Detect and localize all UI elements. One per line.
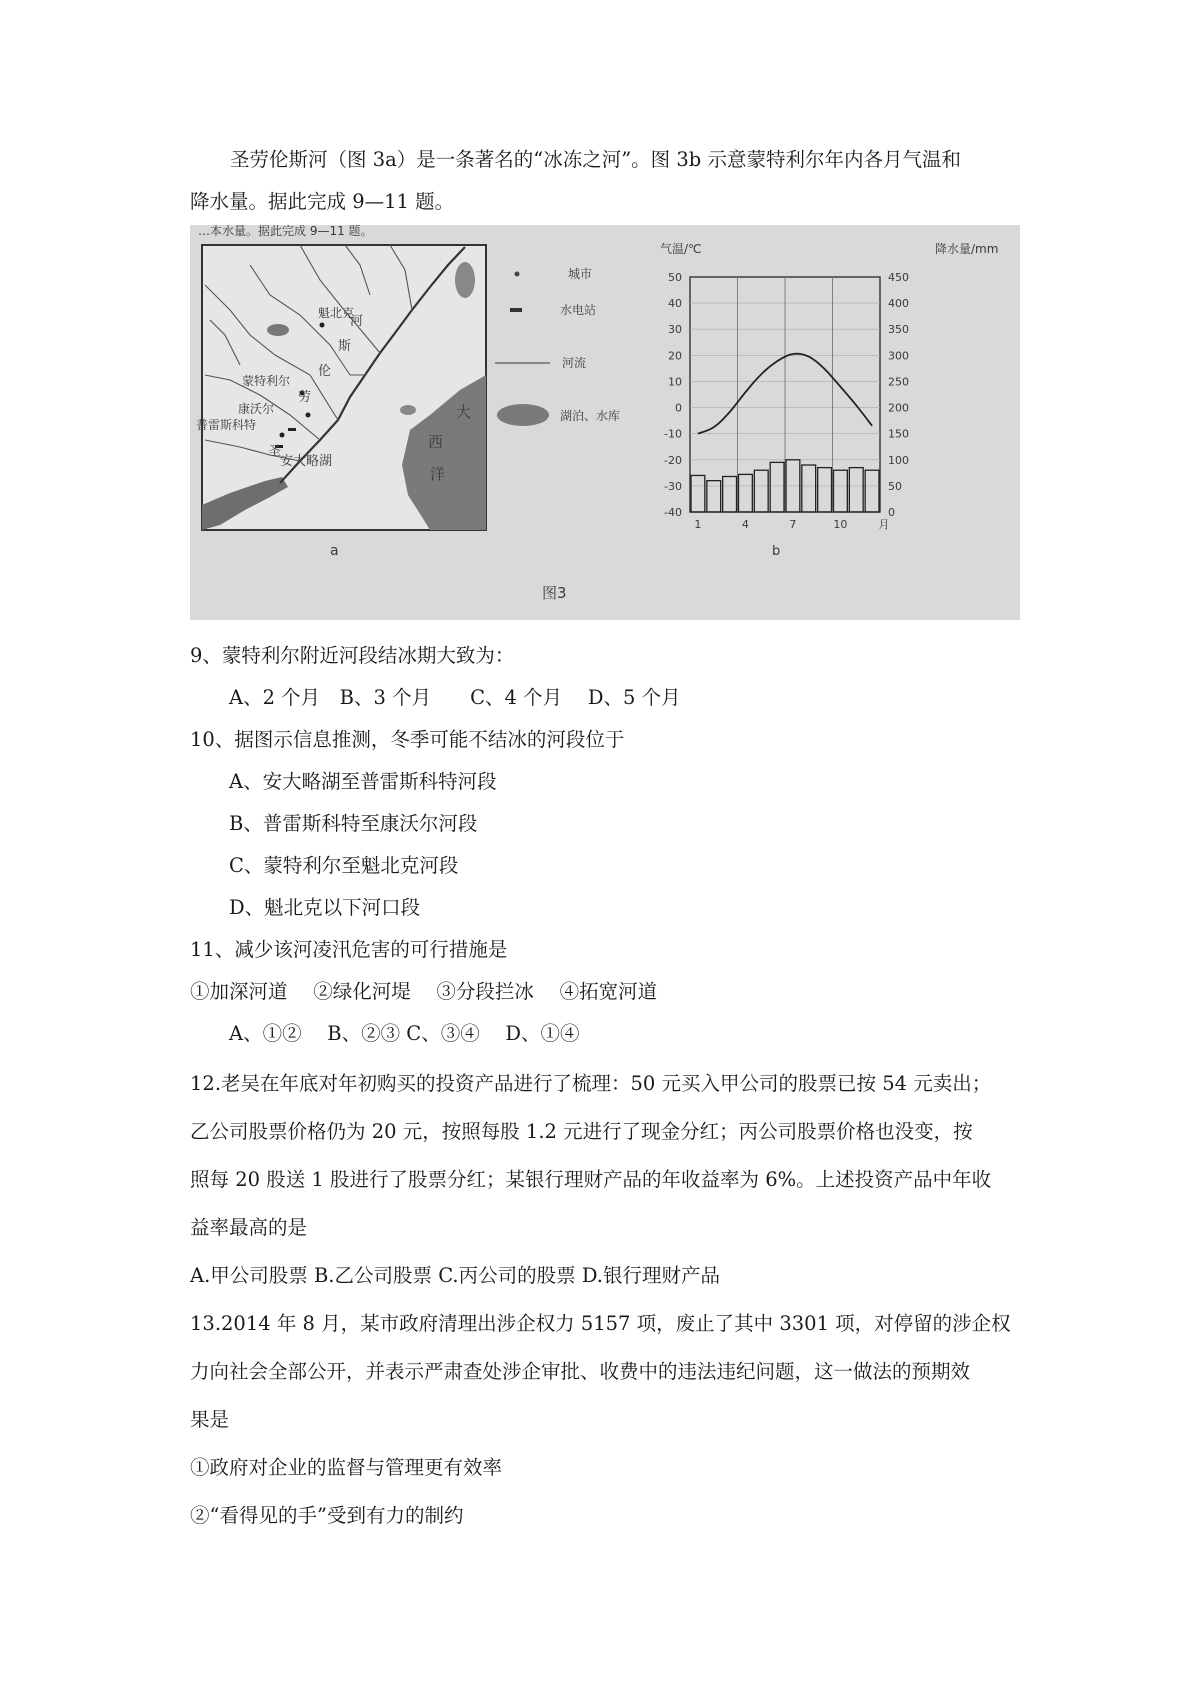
chart-ytick-right: 400 — [888, 297, 909, 311]
q12-line-1: 12.老吴在年底对年初购买的投资产品进行了梳理：50 元买入甲公司的股票已按 54 元卖出； — [190, 1072, 992, 1095]
q11-stem: 11、减少该河凌汛危害的可行措施是 — [190, 938, 508, 961]
label-river-2: 劳 — [298, 390, 312, 405]
precipitation-bar — [754, 470, 768, 512]
chart-ytick-right: 300 — [888, 349, 909, 363]
precipitation-bar — [818, 468, 832, 512]
legend-river-label: 河流 — [562, 356, 587, 370]
precipitation-bar — [849, 468, 863, 512]
chart-xtick: 10 — [833, 518, 848, 531]
intro-line-2: 降水量。据此完成 9—11 题。 — [190, 190, 455, 213]
q12-options: A.甲公司股票 B.乙公司股票 C.丙公司的股票 D.银行理财产品 — [190, 1264, 720, 1287]
lake-shape-2 — [400, 405, 416, 415]
legend-lake-label: 湖泊、水库 — [560, 409, 621, 423]
figure-3-svg — [190, 225, 1020, 620]
chart-ylabel-right: 降水量/mm — [935, 242, 999, 256]
label-river-1: 圣 — [268, 444, 282, 459]
chart-ytick-right: 100 — [888, 453, 909, 467]
hydro-station-1 — [288, 428, 296, 431]
precipitation-bar — [723, 476, 737, 512]
legend-lake-symbol — [497, 404, 549, 426]
q13-line-1: 13.2014 年 8 月，某市政府清理出涉企权力 5157 项，废止了其中 3301 项，对停留的涉企权 — [190, 1312, 1011, 1335]
q13-line-3: 果是 — [190, 1408, 230, 1431]
precipitation-bar — [865, 470, 879, 512]
q10-option-c: C、蒙特利尔至魁北克河段 — [229, 854, 459, 877]
label-ocean-1: 大 — [456, 403, 472, 421]
precipitation-bar — [739, 474, 753, 512]
precipitation-bar — [707, 481, 721, 512]
label-ocean-3: 洋 — [430, 465, 446, 483]
label-ocean-2: 西 — [428, 433, 444, 451]
chart-ylabel-left: 气温/℃ — [660, 242, 702, 256]
chart-ytick-left: -10 — [664, 427, 682, 441]
q13-line-2: 力向社会全部公开，并表示严肃查处涉企审批、收费中的违法违纪问题，这一做法的预期效 — [190, 1360, 971, 1383]
label-cornwall: 康沃尔 — [238, 402, 275, 416]
q13-item-1: ①政府对企业的监督与管理更有效率 — [190, 1456, 503, 1479]
chart-label-b: b — [772, 544, 781, 559]
label-river-3: 伦 — [318, 364, 332, 379]
label-montreal: 蒙特利尔 — [242, 374, 291, 388]
map-a — [196, 245, 486, 559]
q11-items: ①加深河道 ②绿化河堤 ③分段拦冰 ④拓宽河道 — [190, 980, 658, 1003]
lake-shape-3 — [455, 262, 475, 298]
q9-options: A、2 个月 B、3 个月 C、4 个月 D、5 个月 — [229, 686, 681, 709]
city-prescott-marker — [280, 433, 285, 438]
chart-ytick-left: -30 — [664, 479, 682, 493]
chart-ytick-left: 10 — [668, 375, 682, 389]
chart-xtick: 1 — [694, 518, 702, 531]
chart-ytick-right: 350 — [888, 323, 909, 337]
figure-3 — [190, 225, 1020, 620]
chart-ytick-left: 20 — [668, 349, 682, 363]
chart-xtick: 4 — [741, 518, 749, 531]
legend-city-symbol — [515, 272, 520, 277]
map-label-a: a — [330, 543, 339, 559]
precipitation-bar — [691, 475, 705, 512]
figure-caption: 图3 — [542, 584, 567, 602]
figure-top-strip: …本水量。据此完成 9—11 题。 — [198, 225, 373, 238]
q12-line-4: 益率最高的是 — [190, 1216, 308, 1239]
lake-shape-1 — [267, 324, 289, 336]
city-quebec-marker — [320, 323, 325, 328]
chart-ytick-left: -40 — [664, 506, 682, 519]
chart-ytick-left: -20 — [664, 453, 682, 467]
precipitation-bar — [770, 462, 784, 512]
chart-ytick-right: 250 — [888, 375, 909, 389]
q11-options: A、①② B、②③ C、③④ D、①④ — [229, 1022, 580, 1045]
legend-city-label: 城市 — [568, 267, 593, 281]
climate-chart-b — [660, 241, 998, 559]
chart-ytick-right: 0 — [888, 506, 895, 519]
q10-option-b: B、普雷斯科特至康沃尔河段 — [229, 812, 478, 835]
chart-ytick-right: 200 — [888, 401, 909, 415]
chart-xtick: 7 — [789, 518, 797, 531]
intro-line-1: 圣劳伦斯河（图 3a）是一条著名的“冰冻之河”。图 3b 示意蒙特利尔年内各月气温和 — [230, 148, 961, 171]
city-cornwall-marker — [306, 413, 311, 418]
q13-item-2: ②“看得见的手”受到有力的制约 — [190, 1504, 464, 1527]
chart-ytick-left: 30 — [668, 323, 682, 337]
chart-ytick-right: 450 — [888, 271, 909, 284]
q10-option-a: A、安大略湖至普雷斯科特河段 — [229, 770, 497, 793]
q12-line-3: 照每 20 股送 1 股进行了股票分红；某银行理财产品的年收益率为 6%。上述投资产品中年收 — [190, 1168, 992, 1191]
q10-option-d: D、魁北克以下河口段 — [229, 896, 421, 919]
legend-hydro-label: 水电站 — [560, 303, 597, 317]
precipitation-bar — [802, 465, 816, 512]
q9-stem: 9、蒙特利尔附近河段结冰期大致为： — [190, 644, 515, 667]
q12-line-2: 乙公司股票价格仍为 20 元，按照每股 1.2 元进行了现金分红；丙公司股票价格也没变，按 — [190, 1120, 973, 1143]
legend-hydro-symbol — [510, 308, 522, 312]
q10-stem: 10、据图示信息推测，冬季可能不结冰的河段位于 — [190, 728, 625, 751]
label-ontario: 安大略湖 — [280, 454, 333, 469]
label-river-5: 河 — [350, 314, 364, 329]
chart-ytick-left: 50 — [668, 271, 682, 284]
chart-plot-layer — [664, 271, 909, 531]
chart-ytick-right: 50 — [888, 479, 902, 493]
chart-xtick: 月 — [878, 518, 890, 531]
label-prescott: 普雷斯科特 — [196, 418, 257, 432]
chart-ytick-left: 40 — [668, 297, 682, 311]
chart-ytick-left: 0 — [675, 401, 682, 415]
label-river-4: 斯 — [338, 339, 352, 354]
chart-ytick-right: 150 — [888, 427, 909, 441]
precipitation-bar — [834, 470, 848, 512]
map-legend — [495, 267, 620, 426]
label-quebec: 魁北克 — [318, 306, 355, 320]
